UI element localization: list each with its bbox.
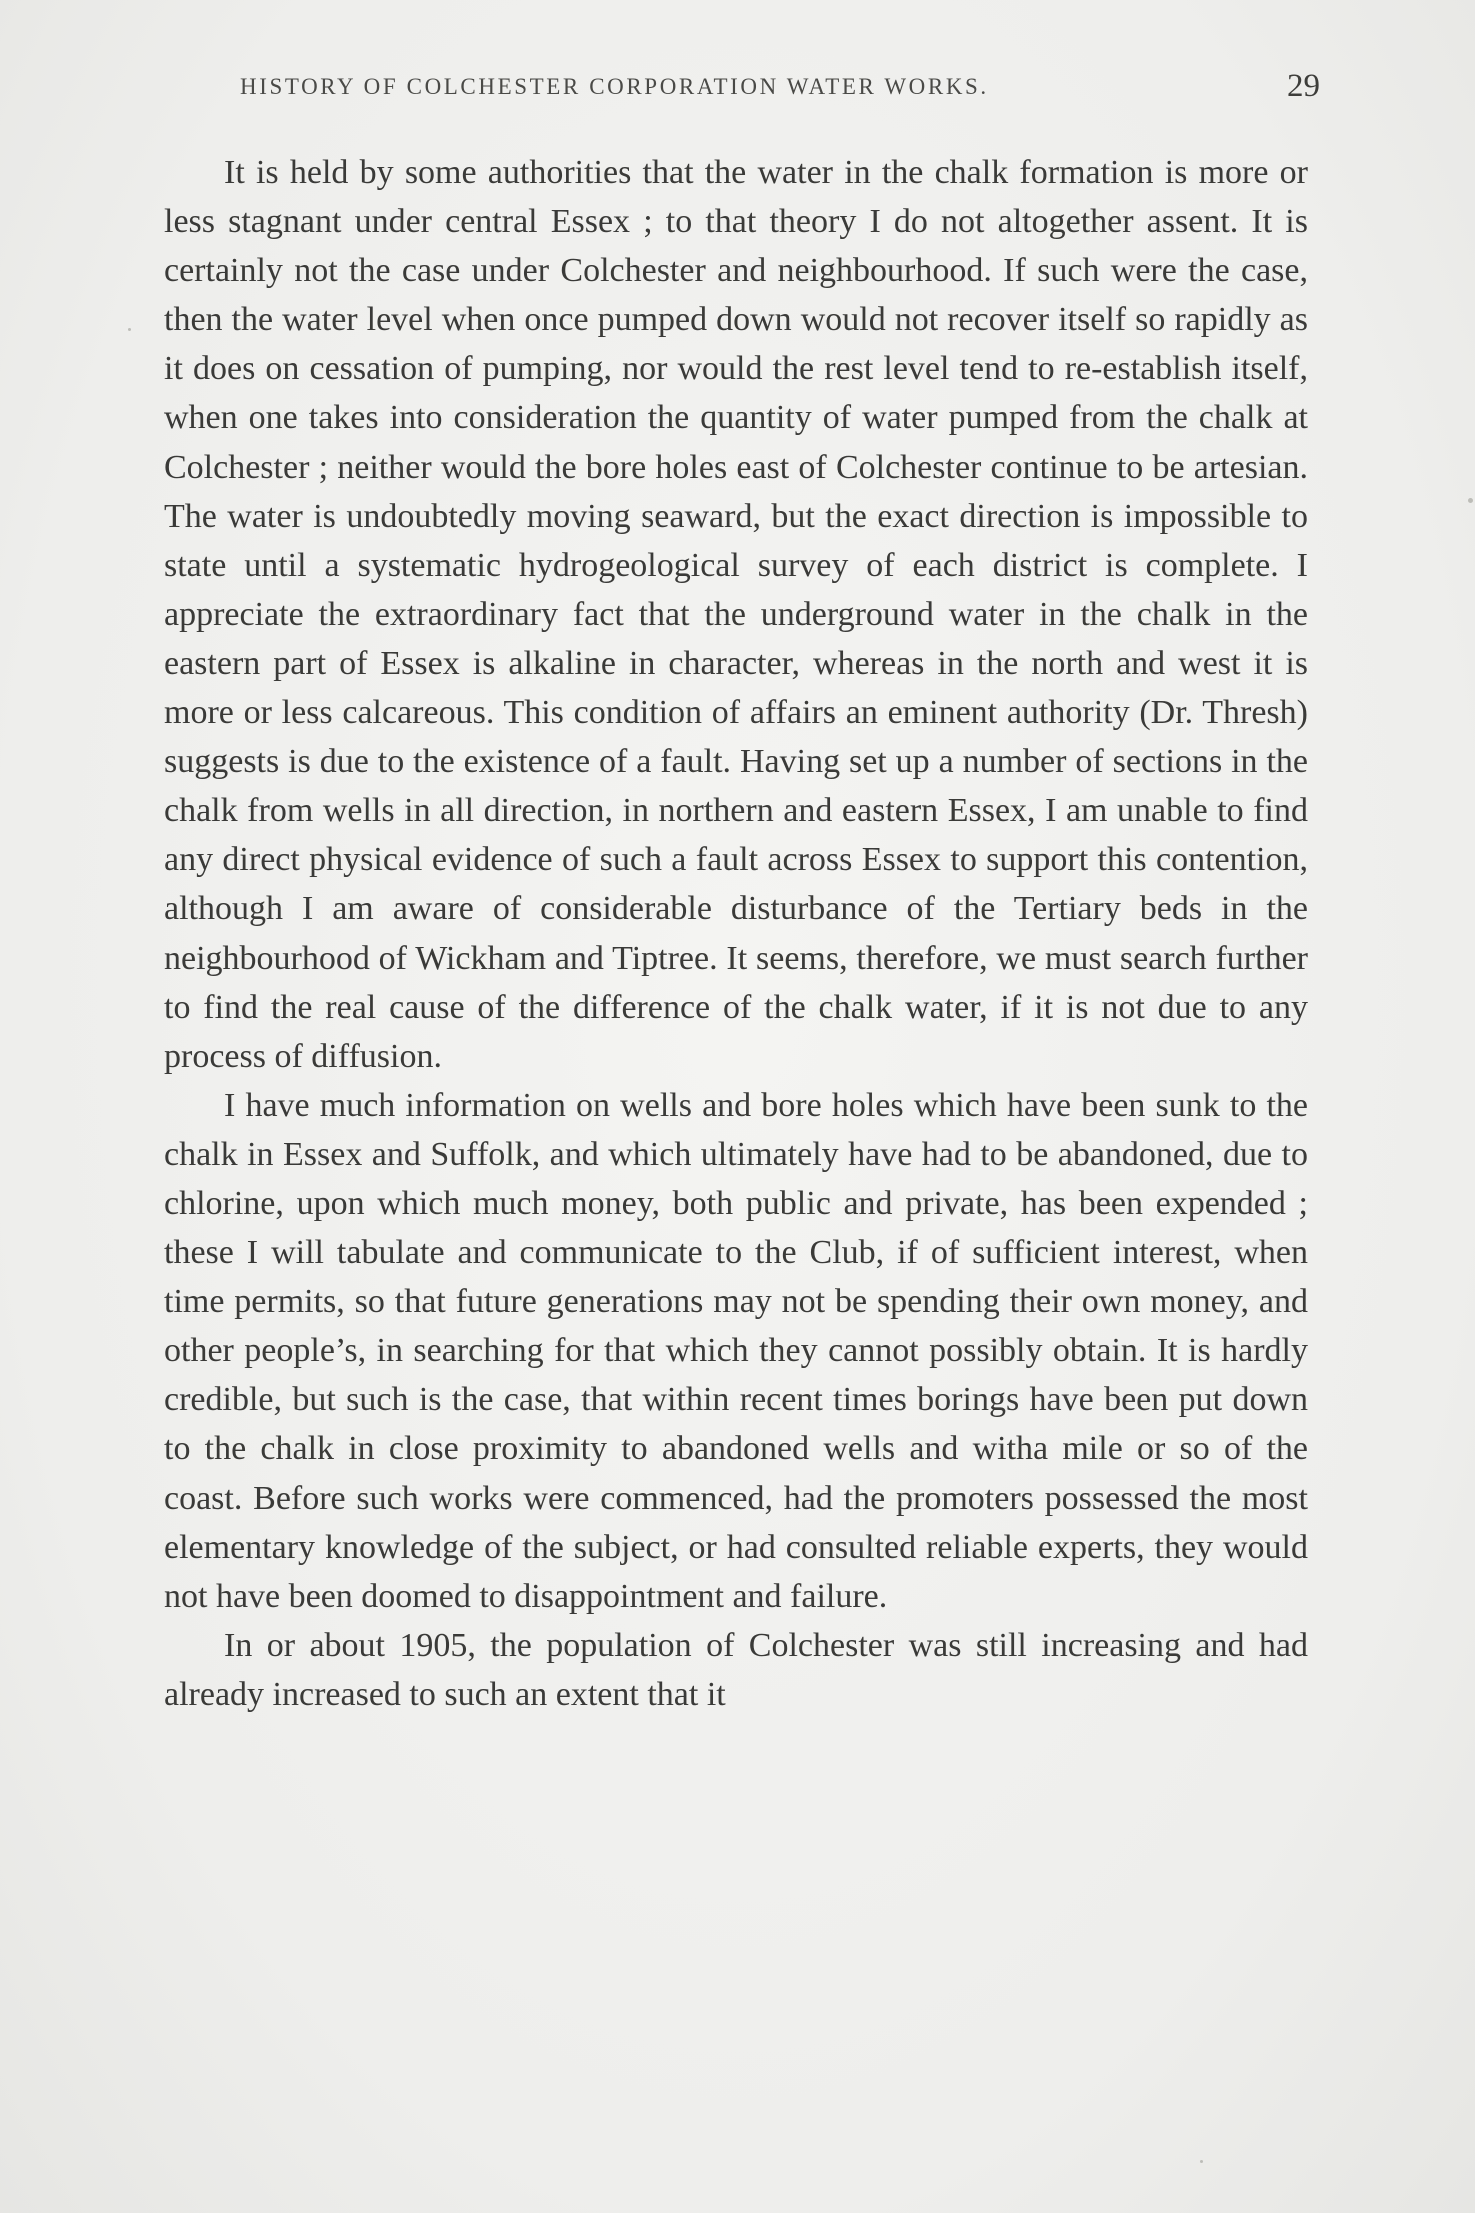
running-head xyxy=(240,68,1320,108)
paper-speck xyxy=(1200,2160,1203,2163)
paper-speck xyxy=(1468,498,1473,503)
paper-speck xyxy=(128,328,131,331)
paragraph: In or about 1905, the population of Colchester was still increasing and had already increased to such an extent that it xyxy=(164,1626,1308,1713)
paragraph: I have much information on wells and bore holes which have been sunk to the chalk in Essex and Suffolk, and which ultimately have had to be abandoned, due to chlorine, upon which much money, both public and private, has been expended ; these I will tabulate and communicate to the Club, if of sufficient interest, when time permits, so that future generations may not be spending their own money, and other people’s, in searching for that which they cannot possibly obtain. It is hardly credible, but such is the case, that within recent times borings have been put down to the chalk in close proximity to abandoned wells and witha mile or so of the coast. Before such works were commenced, had the promoters possessed the most elementary knowledge of the subject, or had consulted reliable experts, they would not have been doomed to disappointment and failure. xyxy=(164,1086,1308,1615)
running-head-title: HISTORY OF COLCHESTER CORPORATION WATER WORKS. xyxy=(240,74,989,99)
body-text xyxy=(164,148,1308,1719)
page-number: 29 xyxy=(1287,68,1320,104)
paragraph: It is held by some authorities that the water in the chalk formation is more or less stagnant under central Essex ; to that theory I do not altogether assent. It is certainly not the case under Colchester and neighbourhood. If such were the case, then the water level when once pumped down would not recover itself so rapidly as it does on cessation of pumping, nor would the rest level tend to re-establish itself, when one takes into consideration the quantity of water pumped from the chalk at Colchester ; neither would the bore holes east of Colchester continue to be artesian. The water is undoubtedly moving seaward, but the exact direction is impossible to state until a systematic hydrogeological survey of each district is complete. I appreciate the extraordinary fact that the underground water in the chalk in the eastern part of Essex is alkaline in character, whereas in the north and west it is more or less calcareous. This condition of affairs an eminent authority (Dr. Thresh) suggests is due to the existence of a fault. Having set up a number of sections in the chalk from wells in all direction, in northern and eastern Essex, I am unable to find any direct physical evidence of such a fault across Essex to support this contention, although I am aware of considerable disturbance of the Tertiary beds in the neighbourhood of Wickham and Tiptree. It seems, therefore, we must search further to find the real cause of the difference of the chalk water, if it is not due to any process of diffusion. xyxy=(164,154,1308,1075)
